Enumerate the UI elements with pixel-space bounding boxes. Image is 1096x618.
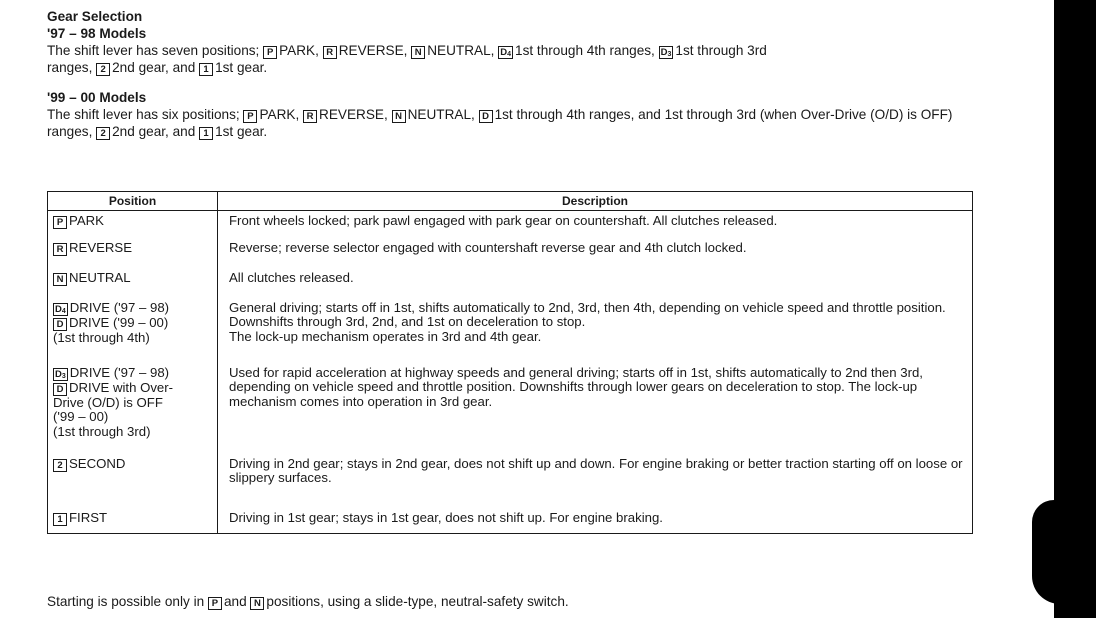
n-gear-icon: N — [53, 273, 67, 286]
d-gear-icon: D — [53, 383, 67, 396]
thumb-index-tab — [1032, 500, 1076, 604]
n-gear-icon: N — [411, 46, 425, 59]
table-row: $D_3$ DRIVE ('97 – 98) D DRIVE with Over- Drive (O/D) is OFF ('99 – 00) (1st through 3rd) Used for rapid acceleration at highway speeds and general driving; starts off in 1st, shifts automatically to 2nd then 3rd, depending on vehicle speed and throttle position. Downshifts through lower gears on deceleration to stop. The lock-up mechanism comes into operation in 3rd gear. — [48, 363, 973, 454]
starting-note: Starting is possible only in P and N positions, using a slide-type, neutral-safety switch. — [47, 594, 569, 609]
p-gear-icon: P — [53, 216, 67, 229]
d4-range-label: 1st through 4th ranges, — [515, 43, 655, 58]
n-gear-icon: N — [250, 597, 264, 610]
page-title: Gear Selection — [47, 9, 143, 24]
n-gear-icon: N — [392, 110, 406, 123]
d3-gear-icon: $D_3$ — [660, 47, 672, 58]
d4-gear-icon: $D_4$ — [55, 303, 66, 315]
table-row: R REVERSE Reverse; reverse selector engaged with countershaft reverse gear and 4th clutch locked. — [48, 238, 973, 268]
table-row: 1 FIRST Driving in 1st gear; stays in 1st gear, does not shift up. For engine braking. — [48, 508, 973, 534]
one-gear-icon: 1 — [199, 63, 213, 76]
d4-gear-icon: $D_4$ — [500, 47, 512, 58]
r-gear-icon: R — [323, 46, 337, 59]
header-position: Position — [48, 192, 218, 211]
section-heading-99-00: '99 – 00 Models — [47, 90, 147, 105]
paragraph-99-00: The shift lever has six positions; P PARK, R REVERSE, N NEUTRAL, D 1st through 4th ranges, and 1st through 3rd (when Over-Drive (O/D) is OFF) ranges, 2 2nd gear, and 1 1st gear. — [47, 107, 953, 139]
d3-gear-icon: $D_3$ — [55, 368, 66, 380]
p-gear-icon: P — [208, 597, 222, 610]
paragraph-97-98: The shift lever has seven positions; P PARK, R REVERSE, N NEUTRAL, $D_4$ 1st through 4th ranges, $D_3$ 1st through 3rd ranges, 2 2nd gear, and 1 1st gear. — [47, 43, 767, 75]
header-description: Description — [218, 192, 973, 211]
one-gear-icon: 1 — [199, 127, 213, 140]
r-gear-icon: R — [303, 110, 317, 123]
two-gear-icon: 2 — [96, 127, 110, 140]
table-row: N NEUTRAL All clutches released. — [48, 268, 973, 298]
two-gear-icon: 2 — [96, 63, 110, 76]
one-gear-icon: 1 — [53, 513, 67, 526]
table-row: P PARK Front wheels locked; park pawl engaged with park gear on countershaft. All clutches released. — [48, 211, 973, 238]
gear-position-table — [47, 191, 973, 534]
table-row: 2 SECOND Driving in 2nd gear; stays in 2nd gear, does not shift up and down. For engine braking or better traction starting off on loose or slippery surfaces. — [48, 454, 973, 508]
table-row: $D_4$ DRIVE ('97 – 98) D DRIVE ('99 – 00) (1st through 4th) General driving; starts off in 1st, shifts automatically to 2nd, 3rd, then 4th, depending on vehicle speed and throttle position. Downshifts through 3rd, 2nd, and 1st on deceleration to stop. The lock-up mechanism operates in 3rd and 4th gear. — [48, 298, 973, 363]
p-gear-icon: P — [243, 110, 257, 123]
section-heading-97-98: '97 – 98 Models — [47, 26, 147, 41]
r-gear-icon: R — [53, 243, 67, 256]
p-gear-icon: P — [263, 46, 277, 59]
d-gear-icon: D — [479, 110, 493, 123]
two-gear-icon: 2 — [53, 459, 67, 472]
d3-range-label: 1st through 3rd — [675, 43, 767, 58]
d-gear-icon: D — [53, 318, 67, 331]
document-page — [47, 8, 977, 140]
